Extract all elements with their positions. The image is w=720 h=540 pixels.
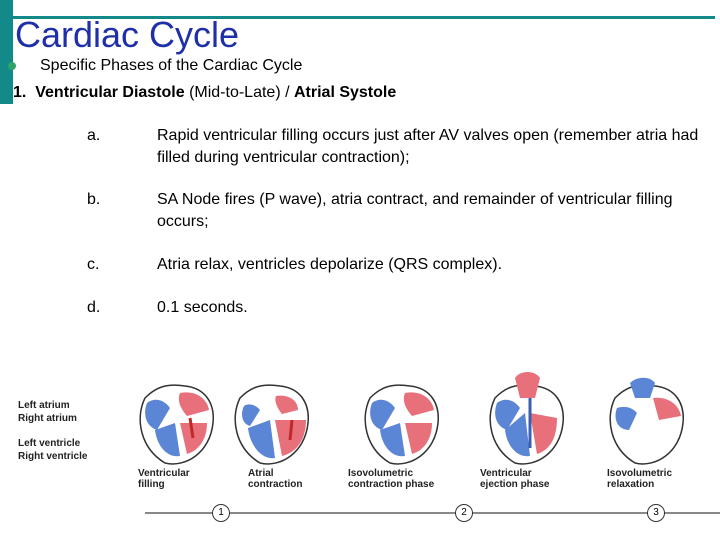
item-marker: d. [87,299,101,316]
cycle-timeline [145,512,720,514]
heading-bold-1: Ventricular Diastole [35,84,185,101]
caption-isovolumetric-relaxation: Isovolumetric relaxation [607,468,673,490]
item-marker: b. [87,191,101,208]
slide-title: Cardiac Cycle [15,14,240,55]
heart-ventricular-filling [125,368,225,468]
caption-isovolumetric-contraction: Isovolumetric contraction phase [348,468,435,490]
caption-ventricular-filling: Ventricular filling [138,468,190,490]
bullet-icon [8,62,16,70]
item-text: SA Node fires (P wave), atria contract, and remainder of ventricular filling occurs; [157,191,673,230]
heart-atrial-contraction [220,368,320,468]
heading-number: 1. [13,84,27,101]
left-accent-bar [0,0,13,104]
legend-right-atrium: Right atrium [18,413,77,424]
heart-ventricular-ejection [475,368,575,468]
legend-right-ventricle: Right ventricle [18,451,88,462]
item-marker: c. [87,256,100,273]
item-marker: a. [87,127,101,144]
item-text: Atria relax, ventricles depolarize (QRS complex). [157,256,503,273]
legend-left-ventricle: Left ventricle [18,438,81,449]
caption-ventricular-ejection: Ventricular ejection phase [480,468,550,490]
stage-marker-1: 1 [212,504,230,522]
legend-left-atrium: Left atrium [18,400,70,411]
heading-bold-2: Atrial Systole [293,84,397,101]
caption-atrial-contraction: Atrial contraction [248,468,303,490]
item-text: Rapid ventricular filling occurs just after AV valves open (remember atria had filled during ventricular contraction); [157,127,699,166]
heart-isovolumetric-contraction [350,368,450,468]
heart-isovolumetric-relaxation [595,368,695,468]
subtitle-text: Specific Phases of the Cardiac Cycle [40,57,303,74]
stage-marker-2: 2 [455,504,473,522]
section-heading [13,83,396,103]
item-text: 0.1 seconds. [157,299,248,316]
cardiac-cycle-diagram [10,360,715,535]
stage-marker-3: 3 [647,504,665,522]
heading-middle: (Mid-to-Late) / [184,84,294,101]
